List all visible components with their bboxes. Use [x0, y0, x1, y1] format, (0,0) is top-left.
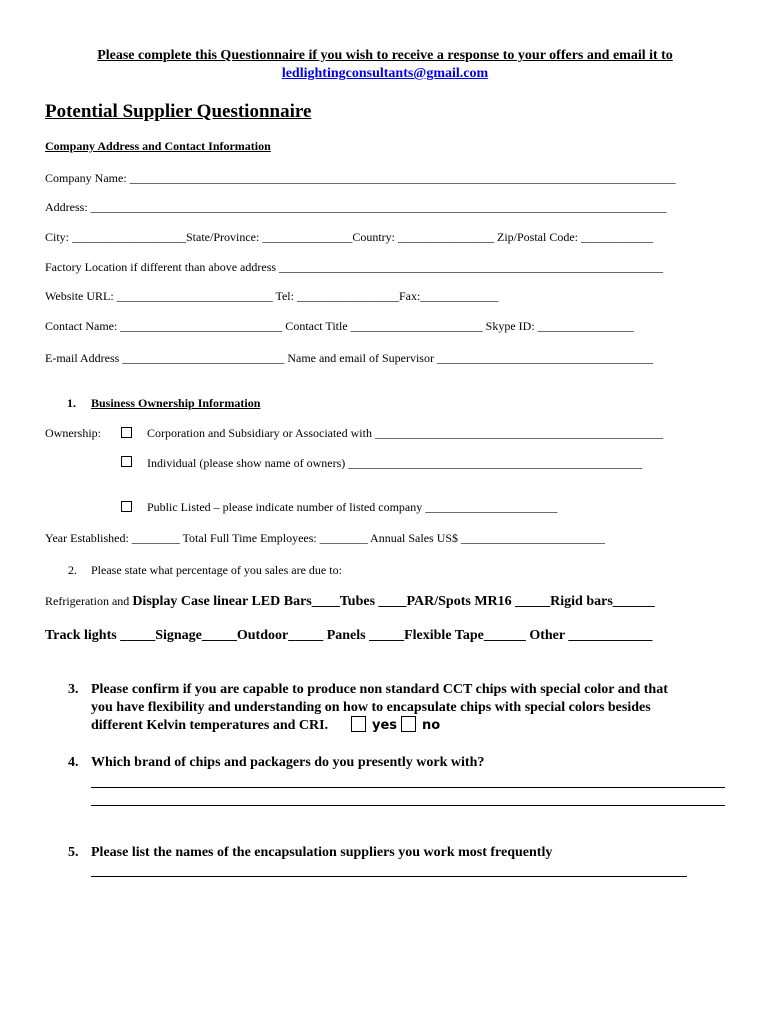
header-email-link[interactable]: ledlightingconsultants@gmail.com — [281, 66, 489, 81]
product-list-row1: Display Case linear LED Bars____Tubes ____PAR/Spots MR16 _____Rigid bars______ — [132, 594, 655, 609]
cct-yes-label: yes — [372, 718, 398, 733]
ownership-individual-checkbox[interactable] — [121, 456, 132, 467]
city-state-country-zip-field[interactable]: City: ___________________State/Province: _______________Country: ________________ Zip/Postal Code: ____________ — [45, 230, 653, 244]
section3-line2: you have flexibility and understanding on how to encapsulate chips with special colors besides — [91, 700, 651, 715]
section3-number: 3. — [68, 682, 79, 697]
section5-answer-line[interactable] — [91, 876, 687, 877]
factory-location-field[interactable]: Factory Location if different than above address ________________________________________________________________ — [45, 260, 664, 274]
cct-no-checkbox[interactable] — [401, 716, 416, 732]
ownership-individual-label: Individual (please show name of owners) _________________________________________________ — [147, 456, 643, 470]
section5-number: 5. — [68, 845, 79, 860]
section5-text: Please list the names of the encapsulation suppliers you work most frequently — [91, 845, 553, 860]
section4-number: 4. — [68, 755, 79, 770]
cct-no-label: no — [422, 718, 441, 733]
section-contact-heading: Company Address and Contact Information — [45, 139, 271, 153]
section4-text: Which brand of chips and packagers do you presently work with? — [91, 755, 485, 770]
ownership-public-checkbox[interactable] — [121, 501, 132, 512]
product-percentages-row2[interactable]: Track lights _____Signage_____Outdoor_____ Panels _____Flexible Tape______ Other ____________ — [45, 628, 653, 643]
section2-number: 2. — [68, 563, 77, 577]
contact-name-field[interactable]: Contact Name: ___________________________ Contact Title ______________________ Skype ID: ________________ — [45, 319, 634, 333]
refrigeration-label: Refrigeration and — [45, 594, 133, 608]
header-instruction: Please complete this Questionnaire if you wish to receive a response to your offers and email it to — [97, 48, 673, 63]
page-title: Potential Supplier Questionnaire — [45, 101, 312, 122]
section1-number: 1. — [67, 396, 76, 410]
section4-answer-line-2[interactable] — [91, 805, 725, 806]
header-email-wrap — [0, 66, 770, 82]
year-employees-sales-field[interactable]: Year Established: ________ Total Full Time Employees: ________ Annual Sales US$ ________________________ — [45, 531, 606, 545]
ownership-label: Ownership: — [45, 426, 101, 440]
cct-yes-checkbox[interactable] — [351, 716, 366, 732]
section1-heading: Business Ownership Information — [91, 396, 261, 410]
company-name-field[interactable]: Company Name: ___________________________________________________________________________________________ — [45, 171, 676, 185]
ownership-corporation-checkbox[interactable] — [121, 427, 132, 438]
section3-line1: Please confirm if you are capable to produce non standard CCT chips with special color and that — [91, 682, 668, 697]
section4-answer-line-1[interactable] — [91, 787, 725, 788]
website-tel-fax-field[interactable]: Website URL: __________________________ Tel: _________________Fax:_____________ — [45, 289, 499, 303]
ownership-corporation-label: Corporation and Subsidiary or Associated with ________________________________________________ — [147, 426, 663, 440]
section2-text: Please state what percentage of you sales are due to: — [91, 563, 342, 577]
email-supervisor-field[interactable]: E-mail Address ___________________________ Name and email of Supervisor ____________________________________ — [45, 351, 653, 365]
product-percentages-row1[interactable] — [45, 592, 655, 610]
address-field[interactable]: Address: ________________________________________________________________________________________________ — [45, 200, 667, 214]
section3-line3: different Kelvin temperatures and CRI. — [91, 718, 329, 733]
ownership-public-label: Public Listed – please indicate number of listed company ______________________ — [147, 500, 558, 514]
